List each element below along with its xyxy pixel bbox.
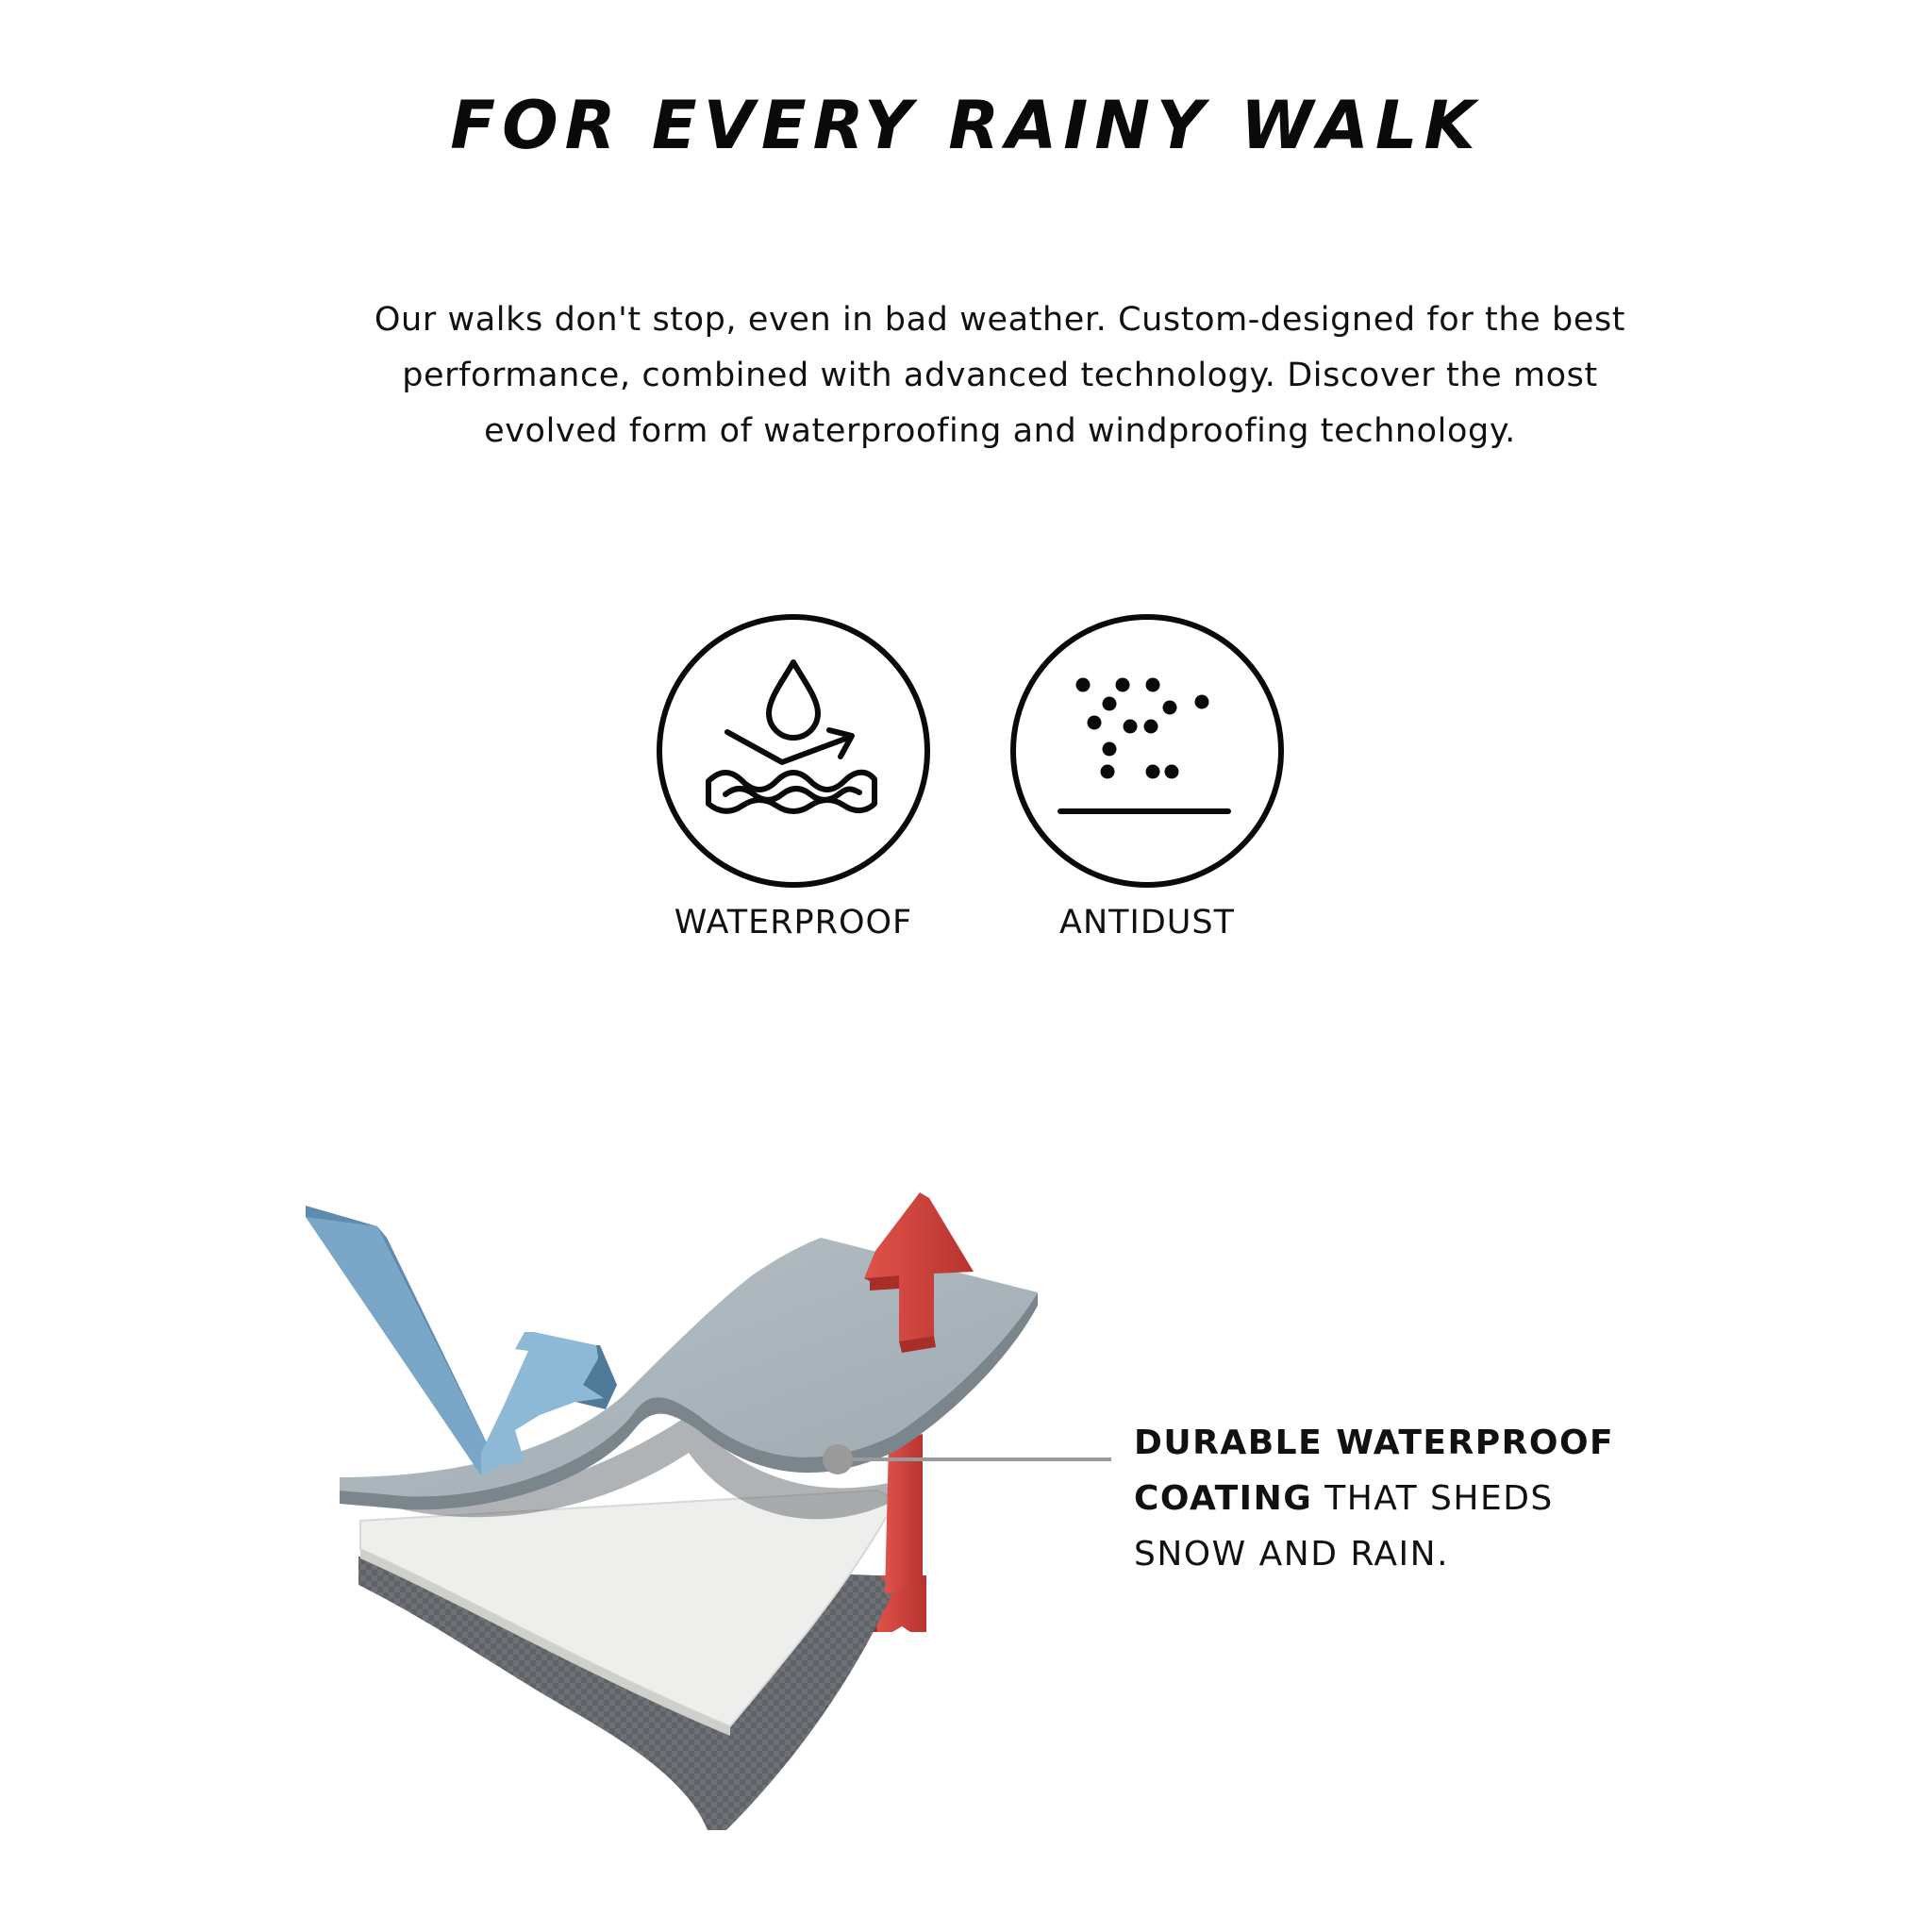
dust-particles-icon xyxy=(1006,609,1289,892)
intro-paragraph: Our walks don't stop, even in bad weather. Custom-designed for the best performance, combined with advanced technology. Discover the most evolved form of waterproofing and windproofing technology. xyxy=(374,301,1626,450)
coating-callout-regular: THAT SHEDS SNOW AND RAIN. xyxy=(1134,1479,1554,1574)
feature-waterproof xyxy=(642,609,944,941)
feature-label-antidust: ANTIDUST xyxy=(1059,904,1235,941)
water-drop-waves-icon xyxy=(652,609,935,892)
fabric-layers-illustration xyxy=(292,1179,1141,1840)
coating-callout-bold: DURABLE WATERPROOF COATING xyxy=(1134,1424,1615,1518)
headline: FOR EVERY RAINY WALK xyxy=(450,87,1482,164)
feature-label-waterproof: WATERPROOF xyxy=(674,904,913,941)
coating-callout xyxy=(1134,1415,1662,1582)
feature-antidust xyxy=(996,609,1298,941)
